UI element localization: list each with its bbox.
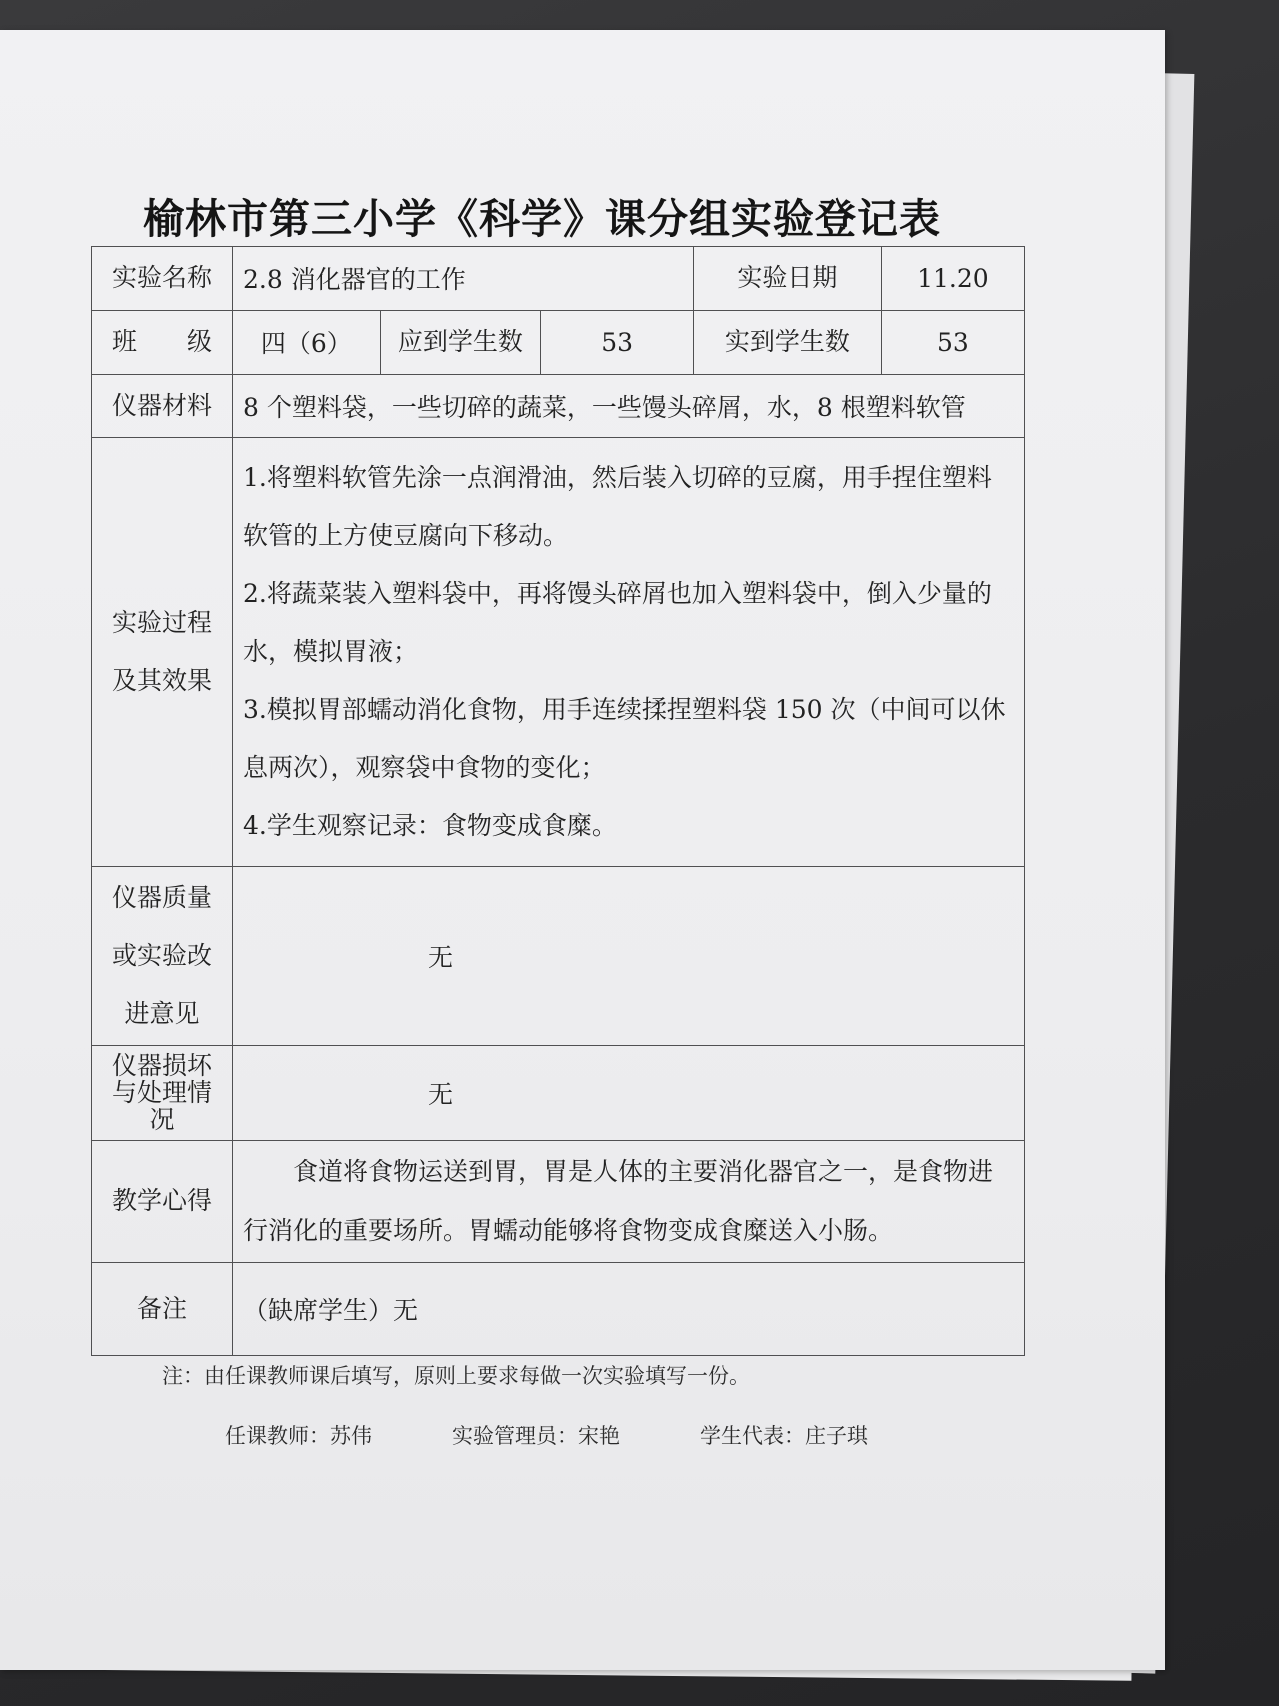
row-damage	[92, 1045, 1025, 1140]
quality-label-line-1: 仪器质量	[112, 883, 213, 913]
expected-students-label: 应到学生数	[380, 310, 541, 374]
damage-label-line-1: 仪器损坏	[112, 1051, 213, 1081]
experiment-name-label: 实验名称	[92, 247, 233, 311]
process-step-1: 1.将塑料软管先涂一点润滑油，然后装入切碎的豆腐，用手捏住塑料软管的上方使豆腐向下移动。	[243, 462, 992, 550]
row-experiment-name	[92, 247, 1025, 311]
expected-students-value: 53	[541, 310, 694, 374]
quality-label-line-3: 进意见	[124, 999, 200, 1029]
row-teaching	[92, 1141, 1025, 1263]
form-title: 榆林市第三小学《科学》课分组实验登记表	[143, 195, 941, 243]
damage-label	[92, 1045, 233, 1140]
process-step-4: 4.学生观察记录：食物变成食糜。	[243, 810, 617, 840]
quality-value-text: 无	[428, 943, 454, 973]
admin-signature: 实验管理员：宋艳	[452, 1424, 620, 1448]
row-class	[92, 310, 1025, 374]
experiment-date-label: 实验日期	[694, 247, 882, 311]
remarks-label: 备注	[92, 1262, 233, 1355]
materials-label: 仪器材料	[92, 374, 233, 437]
remarks-value: （缺席学生）无	[233, 1262, 1025, 1355]
damage-label-line-3: 况	[149, 1105, 175, 1135]
materials-value: 8 个塑料袋，一些切碎的蔬菜，一些馒头碎屑，水，8 根塑料软管	[233, 374, 1025, 437]
row-materials	[92, 374, 1025, 437]
row-remarks	[92, 1262, 1025, 1355]
footnote: 注：由任课教师课后填写，原则上要求每做一次实验填写一份。	[162, 1364, 750, 1388]
experiment-date-value: 11.20	[881, 247, 1024, 311]
process-label-line-1: 实验过程	[112, 607, 213, 637]
class-label: 班 级	[92, 310, 233, 374]
row-process	[92, 437, 1025, 867]
quality-label	[92, 867, 233, 1045]
class-value: 四（6）	[233, 310, 381, 374]
student-signature: 学生代表：庄子琪	[700, 1424, 868, 1448]
process-label-line-2: 及其效果	[112, 665, 213, 695]
actual-students-label: 实到学生数	[694, 310, 882, 374]
experiment-name-value: 2.8 消化器官的工作	[233, 247, 694, 311]
process-step-3: 3.模拟胃部蠕动消化食物，用手连续揉捏塑料袋 150 次（中间可以休息两次），观察袋中食物的变化；	[243, 694, 1006, 782]
actual-students-value: 53	[881, 310, 1024, 374]
quality-value	[233, 867, 1025, 1045]
teaching-value: 食道将食物运送到胃，胃是人体的主要消化器官之一，是食物进行消化的重要场所。胃蠕动能够将食物变成食糜送入小肠。	[233, 1141, 1025, 1263]
damage-value	[233, 1045, 1025, 1140]
quality-label-line-2: 或实验改	[112, 941, 213, 971]
process-step-2: 2.将蔬菜装入塑料袋中，再将馒头碎屑也加入塑料袋中，倒入少量的水，模拟胃液；	[243, 578, 992, 666]
teaching-label: 教学心得	[92, 1141, 233, 1263]
process-label	[92, 437, 233, 867]
damage-label-line-2: 与处理情	[112, 1078, 213, 1108]
registration-table	[91, 246, 1025, 1356]
teacher-signature: 任课教师：苏伟	[225, 1424, 372, 1448]
row-quality	[92, 867, 1025, 1045]
damage-value-text: 无	[428, 1079, 454, 1109]
process-value	[233, 437, 1025, 867]
